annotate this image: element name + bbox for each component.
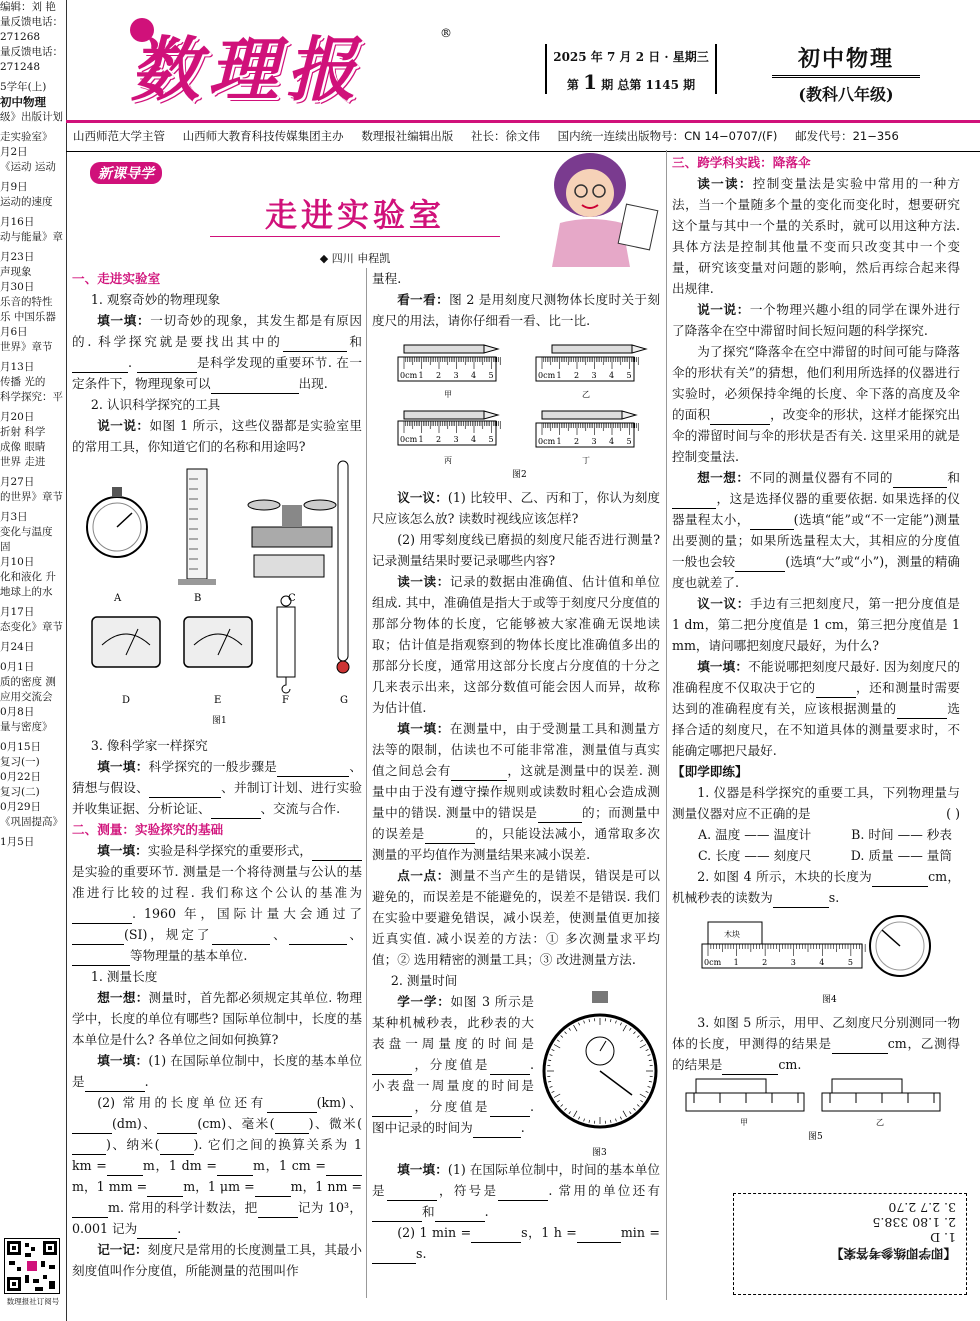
headline-divider <box>210 236 500 237</box>
ruler-tick-label: 1 <box>556 437 562 446</box>
answer-blank[interactable] <box>372 1207 422 1222</box>
paragraph: (2) 常用的长度单位还有 (km)、(dm)、 (cm)、毫米( )、微米()、纳米( ). 它们之间的换算关系为 1 km = m，1 dm = m，1 cm =m，1 mm = m，1 μm = m，1 nm =m. 常用的科学计数法，把 记为 10³，0.001 记为 . <box>72 1092 362 1239</box>
ruler <box>536 423 638 447</box>
paragraph: 填一填：科学探究的一般步骤是 、猜想与假设、 、并制订计划、进行实验并收集证据、分析论证、 、交流与合作. <box>72 756 362 819</box>
issue-number: 1 <box>583 70 597 94</box>
figure-label: C <box>288 593 296 604</box>
answer-blank[interactable] <box>387 1186 437 1201</box>
ruler <box>822 1093 940 1111</box>
sidebar-row: 质的密度 测 <box>0 676 56 688</box>
answer-blank[interactable] <box>283 337 347 352</box>
ruler-tick-label: 4 <box>819 958 825 967</box>
ruler <box>686 1093 804 1111</box>
sidebar-row: 初中物理 <box>0 95 46 109</box>
sidebar-row: 固 <box>0 541 11 553</box>
answer-blank[interactable] <box>72 1119 112 1134</box>
ruler-label: 丙 <box>444 456 452 465</box>
answer-blank[interactable] <box>258 1203 298 1218</box>
weights-box-icon <box>254 555 324 577</box>
answer-blank[interactable] <box>490 1102 530 1117</box>
ammeter-icon <box>92 617 160 667</box>
banner-item: 社长：徐文伟 <box>470 129 540 143</box>
paragraph: 为了探究“降落伞在空中滞留的时间可能与降落伞的形状有关”的猜想，他们利用所选择的仪器进行实验时，必须保持伞绳的长度、伞下落的高度及伞的面积 ，改变伞的形状，这样才能探究出伞的滞留时间与伞的形状是否有关. 这里采用的就是控制变量法. <box>672 344 961 464</box>
issue-date-box <box>545 44 717 94</box>
sidebar-row: 271248 <box>0 61 41 73</box>
figure-label: G <box>340 695 348 706</box>
graduated-cylinder-icon <box>187 469 207 579</box>
sidebar-row: 声现象 <box>0 266 32 278</box>
newspaper-logo: 数理报 <box>130 29 364 111</box>
sidebar-row: 《巩固提高》 <box>0 816 63 828</box>
answer-blank[interactable] <box>275 1119 309 1134</box>
ruler <box>398 421 500 445</box>
issue-date: 2025 年 7 月 2 日 · 星期三 <box>553 50 709 64</box>
sidebar-row: 运动的速度 <box>0 196 53 208</box>
pencil-tip <box>484 411 498 419</box>
ruler-tick-label: 5 <box>626 437 632 446</box>
ruler-tick-label: 3 <box>591 371 597 380</box>
practice-title: 【即学即练】 <box>672 764 748 779</box>
paragraph: 议一议：手边有三把刻度尺，第一把分度值是 1 dm，第二把分度值是 1 cm，第三把分度值是 1 mm，请问哪把刻度尺最好，为什么? <box>672 596 961 653</box>
answer-blank[interactable] <box>710 410 770 425</box>
subsection-heading: 3. 像科学家一样探究 <box>90 738 208 753</box>
figure-caption: 图4 <box>822 995 837 1005</box>
publisher-banner <box>66 120 980 152</box>
issue-suffix: 期 总第 1145 期 <box>601 78 696 92</box>
figure-caption: 图3 <box>592 1148 607 1158</box>
answer-item: 1. D <box>930 1230 956 1245</box>
paragraph: 学一学：如图 3 所示是某种机械秒表，此秒表的大表盘一周量度的时间是，分度值是 . 小表盘一周量度的时间是，分度值是 . 图中记录的时间为 . <box>372 991 534 1138</box>
answer-blank[interactable] <box>72 930 124 945</box>
paragraph: 说一说：如图 1 所示，这些仪器都是实验室里的常用工具，你知道它们的名称和用途吗? <box>72 418 362 454</box>
sidebar-row: 月20日 <box>0 411 35 423</box>
issue-number-line <box>547 70 715 94</box>
registered-mark: ® <box>440 26 452 40</box>
answer-blank[interactable] <box>490 1060 530 1075</box>
ruler-tick-label: 5 <box>488 371 494 380</box>
answer-key-box <box>733 1193 967 1295</box>
answer-blank[interactable] <box>471 1228 521 1243</box>
banner-item: 数理报社编辑出版 <box>361 129 454 143</box>
column-divider <box>666 150 667 1300</box>
ruler-tick-label: 4 <box>609 371 615 380</box>
sidebar-row: 级》出版计划 <box>0 111 63 123</box>
subsection-heading: 1. 观察奇妙的物理现象 <box>90 292 221 307</box>
pencil-icon <box>542 411 622 419</box>
paragraph: 填一填：(1) 在国际单位制中，长度的基本单位是 . <box>72 1050 362 1092</box>
ruler-unit-label: 0cm <box>538 437 556 446</box>
qr-code-icon <box>5 1239 59 1293</box>
subsection-heading: 2. 测量时间 <box>390 973 458 988</box>
answer-blank[interactable] <box>289 930 347 945</box>
sidebar-row: 月23日 <box>0 251 35 263</box>
subsection-heading: 1. 测量长度 <box>90 969 158 984</box>
paragraph: 填一填：(1) 在国际单位制中，时间的基本单位是 ，符号是 . 常用的单位还有和 . <box>372 1159 660 1222</box>
ruler <box>536 357 638 381</box>
answer-blank[interactable] <box>267 1098 317 1113</box>
sidebar-row: 走实验室》 <box>0 131 53 143</box>
paragraph: 记一记：刻度尺是常用的长度测量工具，其最小刻度值叫作分度值，所能测量的范围叫作 <box>72 1242 363 1278</box>
answer-item: 2. 1.80 338.5 <box>872 1215 956 1230</box>
option-a[interactable]: A. 温度 —— 温度计 <box>698 827 812 842</box>
paragraph: 量程. <box>372 271 402 286</box>
answer-blank[interactable] <box>312 846 362 861</box>
answer-blank[interactable] <box>255 1182 291 1197</box>
answer-blank[interactable] <box>816 683 856 698</box>
question: 2. 如图 4 所示，木块的长度为 cm，机械秒表的读数为 s. <box>672 866 960 908</box>
figure-label: F <box>282 695 289 706</box>
sidebar-row: 科学探究：平 <box>0 391 63 403</box>
sidebar-row: 月27日 <box>0 476 35 488</box>
voltmeter-icon <box>184 617 252 667</box>
sidebar-row: 乐 中国乐器 <box>0 311 56 323</box>
stopwatch-crown <box>112 487 122 497</box>
sidebar-row: 量与密度》 <box>0 721 53 733</box>
answer-blank[interactable] <box>722 1060 778 1075</box>
ruler-tick-label: 4 <box>471 371 477 380</box>
figure-2-ruler-usage <box>372 331 660 481</box>
sidebar-row: 0月8日 <box>0 706 35 718</box>
sidebar-row: 月30日 <box>0 281 35 293</box>
figure-caption: 图5 <box>808 1132 823 1142</box>
figure-label: A <box>114 593 122 604</box>
ruler-unit-label: 0cm <box>538 371 556 380</box>
sidebar-row: 271268 <box>0 31 41 43</box>
sidebar-row: 0月15日 <box>0 741 42 753</box>
option-b[interactable]: B. 时间 —— 秒表 <box>851 827 952 842</box>
block-label: 木块 <box>724 930 740 939</box>
ruler-tick-label: 1 <box>733 958 739 967</box>
sidebar-row: 成像 眼睛 <box>0 441 46 453</box>
options-row <box>672 824 960 845</box>
answer-blank[interactable] <box>137 358 197 373</box>
section-tag: 新课导学 <box>90 162 162 184</box>
banner-item: 国内统一连续出版物号：CN 14−0707/(F) <box>557 129 778 143</box>
sidebar-row: 化和液化 升 <box>0 571 56 583</box>
answer-blank[interactable] <box>149 783 221 798</box>
figure-1-instruments <box>72 457 362 729</box>
paragraph: 看一看：图 2 是用刻度尺测物体长度时关于刻度尺的用法，请你仔细看一看、比一比. <box>372 292 660 328</box>
paragraph: 想一想：不同的测量仪器有不同的 和，这是选择仪器的重要依据. 如果选择的仪器量程太小， (选填“能”或“不一定能”)测量出要测的量；如果所选量程太大，其相应的分度值一般也会较 (选填“大”或“小”)，测量的精确度也就差了. <box>672 470 961 590</box>
answer-blank[interactable] <box>372 1102 412 1117</box>
answer-blank[interactable] <box>326 1161 362 1176</box>
sidebar-row: 月6日 <box>0 326 28 338</box>
spring-scale-icon <box>277 607 295 677</box>
sidebar-row: 世界 走进 <box>0 456 46 468</box>
answer-blank[interactable] <box>435 1207 485 1222</box>
sidebar-row: 0月29日 <box>0 801 42 813</box>
banner-item: 山西师大教育科技传媒集团主办 <box>182 129 344 143</box>
ruler-tick-label: 5 <box>847 958 853 967</box>
thermometer-bulb <box>337 661 349 673</box>
figure-label: E <box>214 695 222 706</box>
sidebar-row: 态变化》章节 <box>0 621 63 633</box>
issue-prefix: 第 <box>566 78 579 92</box>
column-1 <box>72 268 362 1281</box>
answer-blank[interactable] <box>85 1077 145 1092</box>
ruler-tick-label: 4 <box>609 437 615 446</box>
paragraph: (2) 用零刻度线已磨损的刻度尺能否进行测量? 记录测量结果时要记录哪些内容? <box>372 532 660 568</box>
banner-item: 山西师范大学主管 <box>73 129 165 143</box>
balance-pan <box>248 500 280 510</box>
answer-key-title: 【即学即练参考答案】 <box>830 1246 956 1261</box>
sidebar-row: 传播 光的 <box>0 376 46 388</box>
ruler-tick-label: 1 <box>556 371 562 380</box>
sidebar-row: 月9日 <box>0 181 28 193</box>
ruler-label: 乙 <box>582 390 590 399</box>
paragraph: 想一想：测量时，首先都必须规定其单位. 物理学中，长度的单位有哪些? 国际单位制中，长度的基本单位是什么? 各单位之间如何换算? <box>72 990 362 1047</box>
answer-blank[interactable] <box>72 1203 108 1218</box>
banner-item: 邮发代号：21−356 <box>795 129 899 143</box>
figure-4-block-and-stopwatch <box>672 908 960 1006</box>
ruler-tick-label: 3 <box>790 958 796 967</box>
figure-label: D <box>122 695 131 706</box>
answer-blank[interactable] <box>107 1161 143 1176</box>
edition-grade: (教科八年级) <box>798 85 894 104</box>
answer-blank[interactable] <box>451 766 507 781</box>
sidebar-row: 月17日 <box>0 606 35 618</box>
column-3 <box>672 152 960 1149</box>
answer-blank[interactable] <box>211 804 261 819</box>
ruler-label: 丁 <box>582 456 590 465</box>
balance-pillar <box>282 505 302 527</box>
article-headline: 走进实验室 <box>264 196 445 234</box>
question: 1. 仪器是科学探究的重要工具，下列物理量与测量仪器对应不正确的是 ( ) <box>672 785 960 821</box>
options-row <box>672 845 960 866</box>
answer-blank[interactable] <box>217 1161 253 1176</box>
paragraph: 说一说：一个物理兴趣小组的同学在课外进行了降落伞在空中滞留时间长短问题的科学探究. <box>672 302 961 338</box>
paragraph: 填一填：在测量中，由于受测量工具和测量方法等的限制，估读也不可能非常准，测量值与真实值之间总会有 ，这就是测量中的误差. 测量中由于没有遵守操作规则或读数时粗心会造成测量中的错误. 测量中的错误是 的；而测量中的误差是 的，只能设法减小，通常取多次测量的平均值作为测量结果来减小误差. <box>372 721 661 862</box>
left-sidebar <box>0 0 67 1321</box>
ruler-tick-label: 4 <box>471 435 477 444</box>
ruler-unit-label: 0cm <box>704 958 722 967</box>
answer-blank[interactable] <box>672 494 716 509</box>
paragraph: 读一读：记录的数据由准确值、估计值和单位组成. 其中，准确值是指大于或等于刻度尺分度值的那部分物体的长度，它能够被大家准确无误地读取；估计值是指观察到的物体长度比准确值多出的那部分长度，通常用这部分长度占分度值的十分之几来表示出来，这部分数值可能会因人而异，故称为估计值. <box>372 574 661 715</box>
ruler-tick-label: 2 <box>574 371 580 380</box>
teacher-illustration-icon <box>530 145 660 270</box>
sidebar-row: 月10日 <box>0 556 35 568</box>
pencil-tip <box>484 345 498 353</box>
answer-blank[interactable] <box>212 930 270 945</box>
pencil-icon <box>404 345 484 353</box>
article-author: ◆ 四川 申程凯 <box>319 252 391 265</box>
figure-3-stopwatch <box>540 983 660 1163</box>
sidebar-row: 地球上的水 <box>0 586 53 598</box>
answer-blank[interactable] <box>72 951 130 966</box>
ruler-tick-label: 2 <box>574 437 580 446</box>
answer-blank[interactable] <box>897 704 947 719</box>
figure-5-two-rulers <box>672 1075 960 1143</box>
answer-blank[interactable] <box>160 1140 194 1155</box>
column-divider <box>366 268 367 1298</box>
figure-caption: 图1 <box>212 716 227 726</box>
paragraph: 填一填：一切奇妙的现象，其发生都是有原因的. 科学探究就是要找出其中的 和. 是科学发现的重要环节. 在一定条件下，物理现象可以 出现. <box>72 310 362 394</box>
sidebar-row: 5学年(上) <box>0 81 47 93</box>
option-d[interactable]: D. 质量 —— 量筒 <box>850 848 952 863</box>
ruler-tick-label: 3 <box>453 435 459 444</box>
ruler-tick-label: 2 <box>436 435 442 444</box>
ruler-tick-label: 2 <box>762 958 768 967</box>
subsection-heading: 2. 认识科学探究的工具 <box>90 397 221 412</box>
ruler-tick-label: 5 <box>626 371 632 380</box>
option-c[interactable]: C. 长度 —— 刻度尺 <box>698 848 812 863</box>
answer-blank[interactable] <box>773 893 829 908</box>
paragraph: (2) 1 min = s，1 h = min =s. <box>372 1222 660 1264</box>
ruler-tick-label: 1 <box>418 435 424 444</box>
answer-blank[interactable] <box>277 762 349 777</box>
qr-code <box>4 1238 60 1294</box>
sidebar-row: 《运动 运动 <box>0 161 56 173</box>
ruler-tick-label: 1 <box>418 371 424 380</box>
sidebar-row: 0月22日 <box>0 771 42 783</box>
paragraph: 填一填：不能说哪把刻度尺最好. 因为刻度尺的准确程度不仅取决于它的 ，还和测量时需要达到的准确程度有关，应该根据测量的 选择合适的刻度尺，在不知道具体的测量要求时，不能确定哪把尺最好. <box>672 659 961 758</box>
cylinder-base <box>178 579 216 585</box>
answer-blank[interactable] <box>137 1224 177 1239</box>
question: 3. 如图 5 所示，用甲、乙刻度尺分别测同一物体的长度，甲测得的结果是 cm，乙测得的结果是 cm. <box>672 1012 960 1075</box>
sidebar-row: 折射 科学 <box>0 426 46 438</box>
sidebar-row: 0月1日 <box>0 661 35 673</box>
edition-box <box>772 42 920 105</box>
ruler <box>398 357 500 381</box>
sidebar-row: 月24日 <box>0 641 35 653</box>
sidebar-row: 复习(二) <box>0 786 40 798</box>
stopwatch-block <box>372 991 660 1159</box>
answer-blank[interactable] <box>498 1186 548 1201</box>
answer-blank[interactable] <box>538 808 582 823</box>
sidebar-row: 动与能量》章 <box>0 231 63 243</box>
measured-object <box>696 1079 766 1093</box>
sidebar-row: 世界》章节 <box>0 341 53 353</box>
ruler-tick-label: 3 <box>453 371 459 380</box>
stopwatch-crown <box>592 991 608 1003</box>
pencil-tip <box>622 411 636 419</box>
ruler-label: 甲 <box>740 1118 748 1127</box>
sidebar-row: 1月5日 <box>0 836 35 848</box>
sidebar-row: 量反馈电话： <box>0 46 63 58</box>
ruler-label: 甲 <box>444 390 452 399</box>
answer-blank[interactable] <box>211 379 299 394</box>
figure-label: B <box>194 593 202 604</box>
answer-item: 3. 2.7 2.70 <box>888 1200 956 1215</box>
sidebar-row: 编辑：刘 艳 <box>0 1 56 13</box>
sidebar-row: 月16日 <box>0 216 35 228</box>
sidebar-row: 复习(一) <box>0 756 40 768</box>
paragraph: 读一读：控制变量法是实验中常用的一种方法，当一个量随多个量的变化而变化时，想要研究这个量与其中一个量的关系时，就可以用这种方法. 具体方法是控制其他量不变而只改变其中一个变量，研究该变量对问题的影响，然后再综合起来得出规律. <box>672 176 961 296</box>
answer-blank[interactable] <box>872 872 928 887</box>
balance-scale-icon <box>252 527 332 547</box>
answer-blank[interactable] <box>735 557 785 572</box>
paragraph: 点一点：测量不当产生的是错误，错误是可以避免的，而误差是不能避免的，误差不是错误. 我们在实验中要避免错误，减小误差，使测量值更加接近真实值. 减小误差的方法：① 多次测量求平均值；② 选用精密的测量工具；③ 改进测量方法. <box>372 868 661 967</box>
answer-blank[interactable] <box>893 473 947 488</box>
ruler-tick-label: 3 <box>591 437 597 446</box>
figure-caption: 图2 <box>512 470 527 480</box>
ruler-unit-label: 0cm <box>400 435 418 444</box>
sidebar-row: 月2日 <box>0 146 28 158</box>
answer-blank[interactable] <box>147 1182 183 1197</box>
sidebar-row: 的世界》章节 <box>0 491 63 503</box>
answer-blank[interactable] <box>72 358 128 373</box>
thermometer-icon <box>338 461 348 661</box>
ruler <box>702 944 865 968</box>
ruler-tick-label: 2 <box>436 371 442 380</box>
sidebar-row: 月3日 <box>0 511 28 523</box>
answer-blank[interactable] <box>372 1249 416 1264</box>
sidebar-row: 乐音的特性 <box>0 296 53 308</box>
pencil-icon <box>552 345 632 353</box>
paragraph: 填一填：实验是科学探究的重要形式，是实验的重要环节. 测量是一个将待测量与公认的基准进行比较的过程. 我们称这个公认的基准为. 1960 年，国际计量大会通过了(SI)，规定了 、 、等物理量的基本单位. <box>72 840 362 966</box>
pencil-tip <box>632 345 646 353</box>
answer-blank[interactable] <box>577 1228 621 1243</box>
ruler-label: 乙 <box>876 1118 884 1127</box>
section-heading: 三、跨学科实践：降落伞 <box>672 155 811 170</box>
edition-subject: 初中物理 <box>772 42 920 78</box>
sidebar-row: 应用交流会 <box>0 691 53 703</box>
answer-blank[interactable] <box>72 1140 106 1155</box>
answer-blank[interactable] <box>473 1123 521 1138</box>
pencil-icon <box>404 411 484 419</box>
answer-blank[interactable] <box>832 1039 888 1054</box>
section-heading: 一、走进实验室 <box>72 271 161 286</box>
sidebar-row: 月13日 <box>0 361 35 373</box>
answer-blank[interactable] <box>750 515 794 530</box>
answer-blank[interactable] <box>157 1119 197 1134</box>
answer-blank[interactable] <box>425 829 475 844</box>
sidebar-row: 变化与温度 <box>0 526 53 538</box>
qr-caption: 数理报社订阅号 <box>6 1297 60 1306</box>
ruler-unit-label: 0cm <box>400 371 418 380</box>
column-2 <box>372 268 660 1264</box>
answer-blank[interactable] <box>72 909 132 924</box>
answer-blank[interactable] <box>372 1060 412 1075</box>
paragraph: 议一议：(1) 比较甲、乙、丙和丁，你认为刻度尺应该怎么放? 读数时视线应该怎样? <box>372 490 661 526</box>
section-heading: 二、测量：实验探究的基础 <box>72 822 224 837</box>
sidebar-row: 量反馈电话： <box>0 16 63 28</box>
spring-scale-hook <box>282 677 290 693</box>
measured-object <box>832 1079 902 1093</box>
ruler-tick-label: 5 <box>488 435 494 444</box>
balance-pan <box>304 500 336 510</box>
